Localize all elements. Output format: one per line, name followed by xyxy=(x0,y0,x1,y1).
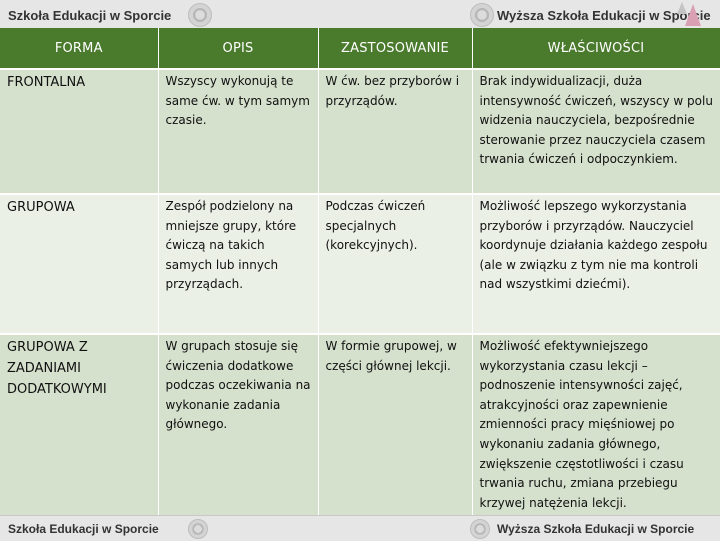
footer-right-title: Wyższa Szkoła Edukacji w Sporcie xyxy=(497,521,695,536)
table-row xyxy=(0,334,720,521)
school-logo-icon xyxy=(470,519,490,539)
column-header-forma: FORMA xyxy=(0,28,158,69)
cell-forma: GRUPOWA Z ZADANIAMI DODATKOWYMI xyxy=(0,334,158,521)
cell-zastosowanie: W formie grupowej, w części głównej lekcji. xyxy=(318,334,472,521)
cell-forma: GRUPOWA xyxy=(0,194,158,334)
cell-wlasciwosci: Brak indywidualizacji, duża intensywność ćwiczeń, wszyscy w polu widzenia nauczyciela, bezpośrednie sterowanie przez nauczyciela czasem trwania ćwiczeń i odpoczynkiem. xyxy=(472,69,720,194)
column-header-opis: OPIS xyxy=(158,28,318,69)
footer-left-title: Szkoła Edukacji w Sporcie xyxy=(8,521,159,536)
cell-opis: Zespół podzielony na mniejsze grupy, które ćwiczą na takich samych lub innych przyrządach. xyxy=(158,194,318,334)
cell-opis: Wszyscy wykonują te same ćw. w tym samym czasie. xyxy=(158,69,318,194)
table-header-row xyxy=(0,28,720,69)
header-bar xyxy=(0,0,720,30)
cell-zastosowanie: W ćw. bez przyborów i przyrządów. xyxy=(318,69,472,194)
table-row xyxy=(0,194,720,334)
column-header-wlasciwosci: WŁAŚCIWOŚCI xyxy=(472,28,720,69)
school-logo-icon xyxy=(470,3,494,27)
cell-zastosowanie: Podczas ćwiczeń specjalnych (korekcyjnych). xyxy=(318,194,472,334)
header-right-title: Wyższa Szkoła Edukacji w Sporcie xyxy=(497,7,711,23)
table-row xyxy=(0,69,720,194)
cell-wlasciwosci: Możliwość lepszego wykorzystania przyborów i przyrządów. Nauczyciel koordynuje działania każdego zespołu (ale w związku z tym nie ma kontroli nad wszystkimi dziećmi). xyxy=(472,194,720,334)
footer-bar xyxy=(0,515,720,541)
forms-table xyxy=(0,28,720,521)
school-logo-icon xyxy=(188,3,212,27)
decorative-triangle-icon xyxy=(685,4,701,26)
cell-wlasciwosci: Możliwość efektywniejszego wykorzystania czasu lekcji – podnoszenie intensywności zajęć, atrakcyjności oraz zapewnienie zmienności pracy mięśniowej po wykonaniu zadania głównego, zwiększenie częstotliwości i czasu trwania ruchu, zmiana przebiegu krzywej natężenia lekcji. xyxy=(472,334,720,521)
cell-opis: W grupach stosuje się ćwiczenia dodatkowe podczas oczekiwania na wykonanie zadania głównego. xyxy=(158,334,318,521)
header-left-title: Szkoła Edukacji w Sporcie xyxy=(8,7,172,23)
column-header-zastosowanie: ZASTOSOWANIE xyxy=(318,28,472,69)
cell-forma: FRONTALNA xyxy=(0,69,158,194)
school-logo-icon xyxy=(188,519,208,539)
